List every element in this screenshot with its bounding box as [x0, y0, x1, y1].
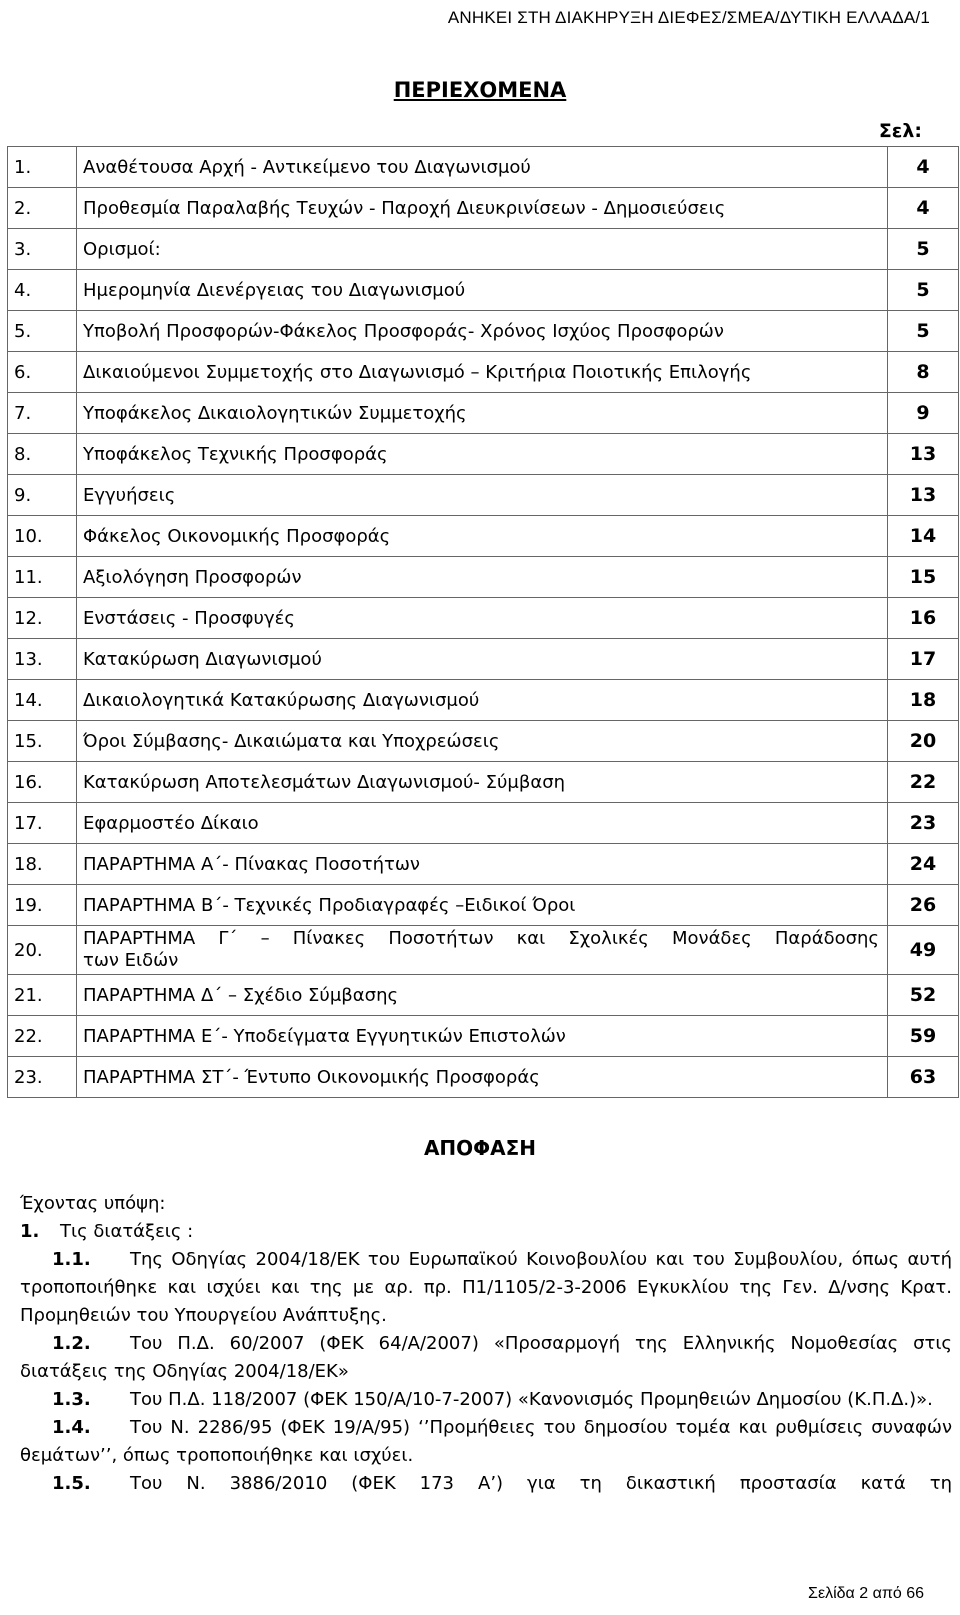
- toc-item-page: 23: [888, 803, 959, 844]
- toc-item-title: [77, 926, 888, 975]
- toc-item-page: 13: [888, 475, 959, 516]
- toc-item-title: Κατακύρωση Διαγωνισμού: [77, 639, 888, 680]
- toc-item-number: 5.: [8, 311, 77, 352]
- toc-item-number: 14.: [8, 680, 77, 721]
- toc-item-page: 52: [888, 975, 959, 1016]
- toc-item-number: 20.: [8, 926, 77, 975]
- toc-item-page: 13: [888, 434, 959, 475]
- toc-item-page: 20: [888, 721, 959, 762]
- section-text: Τις διατάξεις :: [60, 1221, 194, 1242]
- toc-row: [8, 926, 959, 975]
- toc-item-number: 21.: [8, 975, 77, 1016]
- toc-item-number: 4.: [8, 270, 77, 311]
- toc-row: [8, 557, 959, 598]
- toc-item-page: 4: [888, 188, 959, 229]
- toc-item-page: 18: [888, 680, 959, 721]
- toc-item-title: Υποφάκελος Δικαιολογητικών Συμμετοχής: [77, 393, 888, 434]
- toc-row: [8, 434, 959, 475]
- toc-row: [8, 229, 959, 270]
- toc-item-number: 2.: [8, 188, 77, 229]
- toc-row: [8, 598, 959, 639]
- toc-item-title: Αναθέτουσα Αρχή - Αντικείμενο του Διαγωνισμού: [77, 147, 888, 188]
- toc-item-number: 16.: [8, 762, 77, 803]
- toc-item-title: ΠΑΡΑΡΤΗΜΑ Ε΄- Υποδείγματα Εγγυητικών Επιστολών: [77, 1016, 888, 1057]
- toc-item-title: Κατακύρωση Αποτελεσμάτων Διαγωνισμού- Σύμβαση: [77, 762, 888, 803]
- toc-item-title: Ημερομηνία Διενέργειας του Διαγωνισμού: [77, 270, 888, 311]
- toc-item-page: 4: [888, 147, 959, 188]
- toc-row: [8, 975, 959, 1016]
- toc-item-title: Αξιολόγηση Προσφορών: [77, 557, 888, 598]
- decision-item-number: 1.1.: [52, 1249, 91, 1270]
- decision-item-number: 1.2.: [52, 1333, 91, 1354]
- decision-item-text: Του Π.Δ. 60/2007 (ΦΕΚ 64/Α/2007) «Προσαρμογή της Ελληνικής Νομοθεσίας στις διατάξεις της Οδηγίας 2004/18/ΕΚ»: [20, 1333, 952, 1382]
- toc-item-title: Υποβολή Προσφορών-Φάκελος Προσφοράς- Χρόνος Ισχύος Προσφορών: [77, 311, 888, 352]
- toc-row: [8, 516, 959, 557]
- toc-item-number: 12.: [8, 598, 77, 639]
- decision-intro: Έχοντας υπόψη:: [20, 1193, 166, 1214]
- toc-item-number: 11.: [8, 557, 77, 598]
- decision-item-number: 1.3.: [52, 1389, 91, 1410]
- toc-row: [8, 147, 959, 188]
- toc-row: [8, 270, 959, 311]
- toc-item-title: Εφαρμοστέο Δίκαιο: [77, 803, 888, 844]
- toc-item-title-line1: ΠΑΡΑΡΤΗΜΑ Γ΄ – Πίνακες Ποσοτήτων και Σχολικές Μονάδες Παράδοσης: [83, 928, 879, 949]
- toc-row: [8, 352, 959, 393]
- decision-title: ΑΠΟΦΑΣΗ: [423, 1136, 537, 1160]
- toc-item-page: 5: [888, 270, 959, 311]
- toc-row: [8, 885, 959, 926]
- toc-row: [8, 1057, 959, 1098]
- toc-item-title: Ορισμοί:: [77, 229, 888, 270]
- toc-item-page: 9: [888, 393, 959, 434]
- toc-item-page: 49: [888, 926, 959, 975]
- toc-row: [8, 762, 959, 803]
- toc-item-title: ΠΑΡΑΡΤΗΜΑ ΣΤ΄- Έντυπο Οικονομικής Προσφοράς: [77, 1057, 888, 1098]
- toc-row: [8, 1016, 959, 1057]
- toc-item-page: 16: [888, 598, 959, 639]
- toc-item-page: 59: [888, 1016, 959, 1057]
- decision-item-text: Του Ν. 2286/95 (ΦΕΚ 19/Α/95) ‘’Προμήθειες του δημοσίου τομέα και ρυθμίσεις συναφών θεμάτων’’, όπως τροποποιήθηκε και ισχύει.: [20, 1417, 952, 1466]
- toc-item-page: 22: [888, 762, 959, 803]
- toc-item-number: 7.: [8, 393, 77, 434]
- toc-item-title: Ενστάσεις - Προσφυγές: [77, 598, 888, 639]
- toc-item-title: ΠΑΡΑΡΤΗΜΑ Δ΄ – Σχέδιο Σύμβασης: [77, 975, 888, 1016]
- toc-table: [7, 146, 959, 1098]
- decision-item-text: Του Ν. 3886/2010 (ΦΕΚ 173 Α’) για τη δικαστική προστασία κατά τη: [130, 1473, 952, 1494]
- decision-item-number: 1.4.: [52, 1417, 91, 1438]
- decision-item: [20, 1386, 952, 1414]
- toc-item-number: 10.: [8, 516, 77, 557]
- decision-item: [20, 1414, 952, 1470]
- toc-item-number: 22.: [8, 1016, 77, 1057]
- toc-item-title: ΠΑΡΑΡΤΗΜΑ Α΄- Πίνακας Ποσοτήτων: [77, 844, 888, 885]
- toc-item-page: 63: [888, 1057, 959, 1098]
- toc-item-title: ΠΑΡΑΡΤΗΜΑ Β΄- Τεχνικές Προδιαγραφές –Ειδικοί Όροι: [77, 885, 888, 926]
- page-number: Σελίδα 2 από 66: [808, 1585, 924, 1602]
- toc-item-number: 19.: [8, 885, 77, 926]
- decision-item-number: 1.5.: [52, 1473, 91, 1494]
- section-number: 1.: [20, 1221, 40, 1242]
- toc-row: [8, 721, 959, 762]
- toc-item-number: 13.: [8, 639, 77, 680]
- toc-item-title-line2: των Ειδών: [83, 950, 179, 971]
- toc-row: [8, 393, 959, 434]
- decision-item-text: Της Οδηγίας 2004/18/ΕΚ του Ευρωπαϊκού Κοινοβουλίου και του Συμβουλίου, όπως αυτή τροποποιήθηκε και ισχύει και της με αρ. πρ. Π1/1105/2-3-2006 Εγκυκλίου της Γεν. Δ/νσης Κρατ. Προμηθειών του Υπουργείου Ανάπτυξης.: [20, 1249, 952, 1326]
- toc-item-number: 3.: [8, 229, 77, 270]
- section-1: [20, 1218, 952, 1246]
- toc-item-title: Υποφάκελος Τεχνικής Προσφοράς: [77, 434, 888, 475]
- toc-title: ΠΕΡΙΕΧΟΜΕΝΑ: [393, 78, 567, 102]
- toc-item-page: 5: [888, 311, 959, 352]
- toc-item-page: 26: [888, 885, 959, 926]
- toc-item-number: 9.: [8, 475, 77, 516]
- toc-row: [8, 311, 959, 352]
- document-header: ΑΝΗΚΕΙ ΣΤΗ ΔΙΑΚΗΡΥΞΗ ΔΙΕΦΕΣ/ΣΜΕΑ/ΔΥΤΙΚΗ ΕΛΛΑΔΑ/1: [447, 8, 930, 27]
- toc-item-page: 17: [888, 639, 959, 680]
- toc-item-number: 15.: [8, 721, 77, 762]
- toc-item-number: 6.: [8, 352, 77, 393]
- toc-item-title: Δικαιολογητικά Κατακύρωσης Διαγωνισμού: [77, 680, 888, 721]
- toc-item-number: 1.: [8, 147, 77, 188]
- decision-body: [20, 1190, 952, 1498]
- toc-item-page: 24: [888, 844, 959, 885]
- toc-item-title: Δικαιούμενοι Συμμετοχής στο Διαγωνισμό – Κριτήρια Ποιοτικής Επιλογής: [77, 352, 888, 393]
- toc-item-number: 18.: [8, 844, 77, 885]
- toc-item-page: 8: [888, 352, 959, 393]
- toc-item-title: Όροι Σύμβασης- Δικαιώματα και Υποχρεώσεις: [77, 721, 888, 762]
- toc-item-page: 5: [888, 229, 959, 270]
- decision-item: [20, 1470, 952, 1498]
- toc-row: [8, 844, 959, 885]
- toc-row: [8, 803, 959, 844]
- page-column-label: Σελ:: [878, 120, 922, 142]
- toc-item-page: 15: [888, 557, 959, 598]
- decision-item-text: Του Π.Δ. 118/2007 (ΦΕΚ 150/Α/10-7-2007) «Κανονισμός Προμηθειών Δημοσίου (Κ.Π.Δ.)».: [130, 1389, 933, 1410]
- toc-row: [8, 188, 959, 229]
- toc-item-title: Εγγυήσεις: [77, 475, 888, 516]
- toc-row: [8, 475, 959, 516]
- toc-row: [8, 639, 959, 680]
- toc-item-number: 8.: [8, 434, 77, 475]
- toc-row: [8, 680, 959, 721]
- toc-item-number: 17.: [8, 803, 77, 844]
- toc-item-title: Προθεσμία Παραλαβής Τευχών - Παροχή Διευκρινίσεων - Δημοσιεύσεις: [77, 188, 888, 229]
- decision-item: [20, 1246, 952, 1330]
- toc-item-page: 14: [888, 516, 959, 557]
- decision-item: [20, 1330, 952, 1386]
- toc-item-number: 23.: [8, 1057, 77, 1098]
- toc-item-title: Φάκελος Οικονομικής Προσφοράς: [77, 516, 888, 557]
